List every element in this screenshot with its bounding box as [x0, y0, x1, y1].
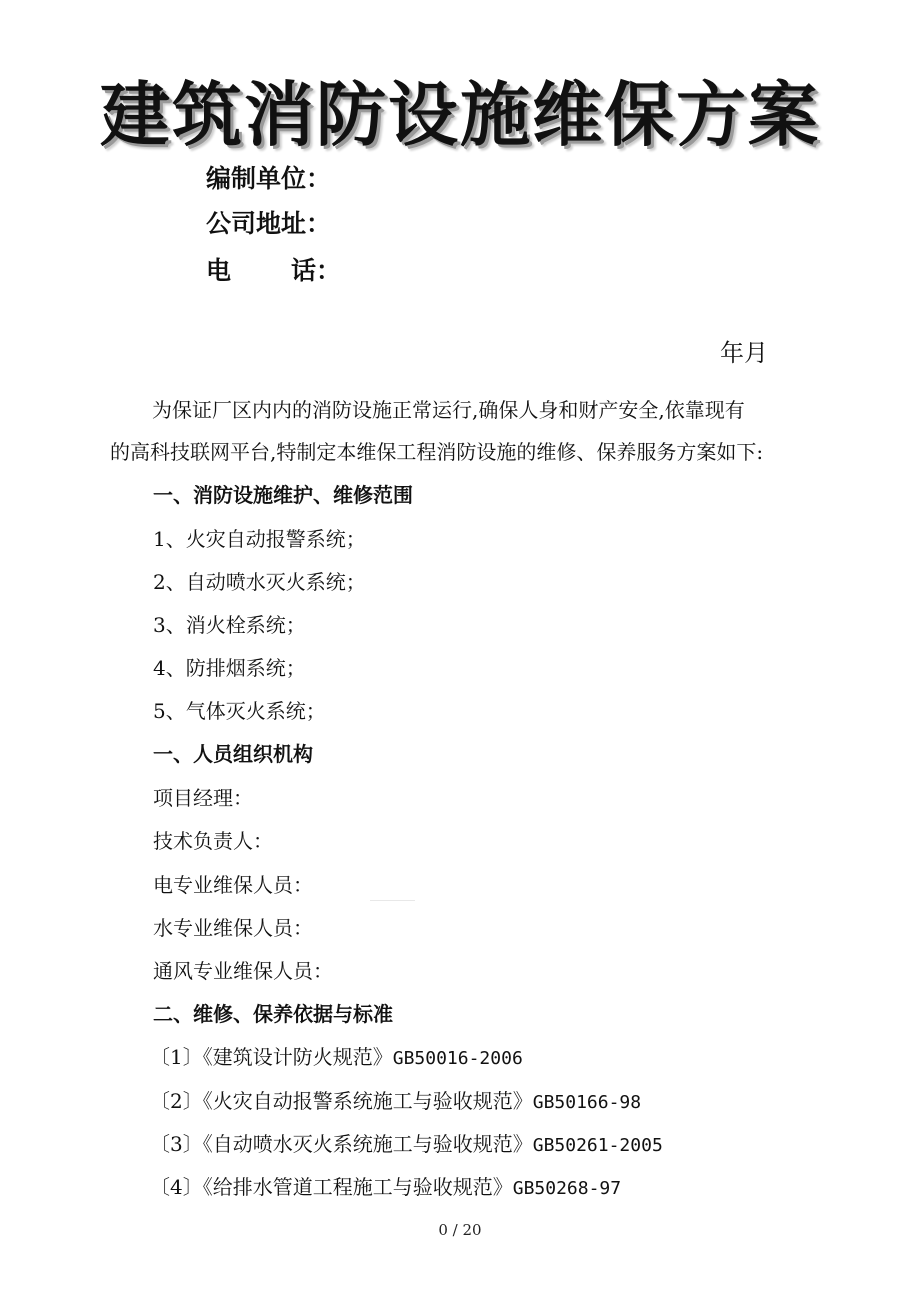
- phone-label: [206, 256, 341, 286]
- standard-item: 〔1〕《建筑设计防火规范》GB50016-2006: [150, 1045, 523, 1069]
- company-address-label: 公司地址：: [206, 209, 332, 238]
- compiling-unit-label: 编制单位：: [206, 164, 332, 193]
- standard-item: 〔4〕《给排水管道工程施工与验收规范》GB50268-97: [150, 1175, 622, 1199]
- document-title: 建筑消防设施维保方案: [100, 74, 820, 156]
- scope-item: 5、气体灭火系统；: [153, 699, 326, 723]
- standard-item: 〔3〕《自动喷水灭火系统施工与验收规范》GB50261-2005: [150, 1132, 663, 1156]
- scope-item: 2、自动喷水灭火系统；: [153, 570, 366, 594]
- staff-item: 通风专业维保人员：: [153, 959, 333, 983]
- section-heading-standards: 二、维修、保养依据与标准: [153, 1002, 393, 1026]
- staff-item: 项目经理：: [153, 786, 253, 810]
- intro-line-2: 的高科技联网平台,特制定本维保工程消防设施的维修、保养服务方案如下:: [110, 440, 764, 464]
- scope-item: 1、火灾自动报警系统；: [153, 527, 366, 551]
- phone-label-part-a: 电: [206, 256, 232, 285]
- scope-item: 3、消火栓系统；: [153, 613, 306, 637]
- date-line: 年月: [720, 339, 768, 367]
- staff-item: 技术负责人：: [153, 829, 273, 853]
- standard-item: 〔2〕《火灾自动报警系统施工与验收规范》GB50166-98: [150, 1089, 642, 1113]
- phone-label-part-b: 话：: [291, 256, 342, 285]
- section-heading-organization: 一、人员组织机构: [153, 742, 313, 766]
- scope-item: 4、防排烟系统；: [153, 656, 306, 680]
- intro-paragraph: [110, 389, 810, 473]
- section-heading-scope: 一、消防设施维护、维修范围: [153, 483, 413, 507]
- faint-underline: [370, 900, 415, 901]
- staff-item: 水专业维保人员：: [153, 916, 313, 940]
- intro-line-1: 为保证厂区内内的消防设施正常运行,确保人身和财产安全,依靠现有: [152, 398, 745, 422]
- page-number: 0 / 20: [438, 1221, 482, 1239]
- staff-item: 电专业维保人员：: [153, 873, 313, 897]
